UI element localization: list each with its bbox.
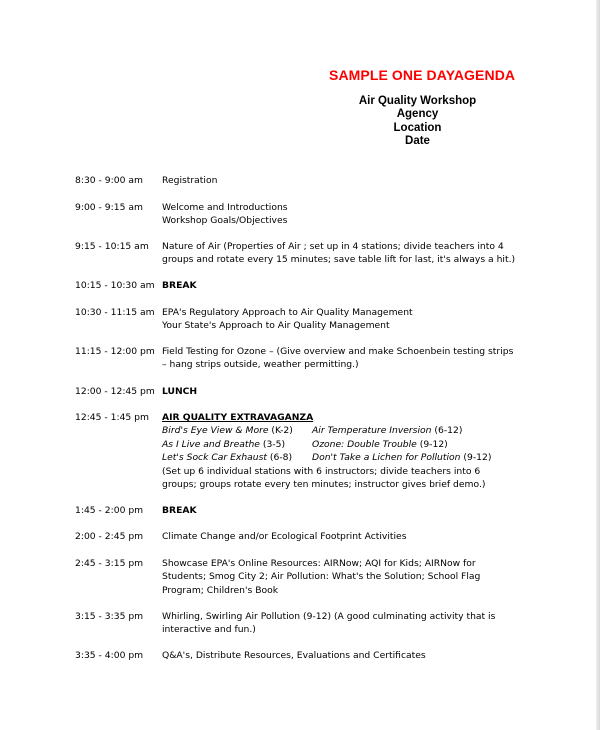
page-edge-shadow [596, 0, 600, 730]
activity-grade: (K-2) [268, 425, 293, 437]
activity-pair [162, 424, 512, 437]
activity-pair [162, 451, 512, 464]
agenda-time: 3:15 - 3:35 pm [75, 611, 144, 622]
agenda-line: Showcase EPA's Online Resources: AIRNow; AQI for Kids; AIRNow for [162, 558, 476, 569]
agenda-time: 9:00 - 9:15 am [75, 202, 143, 213]
agenda-line: Program; Children's Book [162, 584, 279, 596]
agenda-content [162, 504, 512, 517]
agenda-line: Climate Change and/or Ecological Footprint Activities [162, 531, 407, 542]
agenda-time: 12:00 - 12:45 pm [75, 386, 155, 397]
agenda-line: groups and rotate every 15 minutes; save table lift for last, it's always a hit.) [162, 254, 516, 266]
activity-title: Don't Take a Lichen for Pollution [312, 452, 461, 464]
agenda-content [162, 345, 512, 372]
agenda-line: Field Testing for Ozone – (Give overview and make Schoenbein testing strips [162, 346, 514, 357]
agenda-time: 1:45 - 2:00 pm [75, 505, 144, 516]
document-title: SAMPLE ONE DAYAGENDA [329, 67, 516, 83]
agenda-heading: AIR QUALITY EXTRAVAGANZA [162, 412, 314, 423]
agenda-line: BREAK [162, 280, 197, 291]
agenda-line: Students; Smog City 2; Air Pollution: What's the Solution; School Flag [162, 571, 481, 583]
agenda-line: Workshop Goals/Objectives [162, 215, 288, 227]
agency: Agency [396, 108, 439, 121]
activity-grade: (9-12) [460, 452, 492, 464]
agenda-line: Nature of Air (Properties of Air ; set up in 4 stations; divide teachers into 4 [162, 241, 504, 252]
agenda-line: BREAK [162, 505, 197, 516]
activity-title: Let's Sock Car Exhaust [162, 452, 268, 464]
agenda-content [162, 240, 516, 267]
workshop-name: Air Quality Workshop [358, 95, 477, 107]
agenda-time: 2:00 - 2:45 pm [75, 531, 144, 542]
activity-title: Ozone: Double Trouble [312, 438, 417, 450]
date: Date [405, 135, 430, 148]
agenda-line: Registration [162, 175, 218, 186]
workshop-header [310, 95, 525, 149]
agenda-time: 12:45 - 1:45 pm [75, 412, 149, 423]
agenda-content [162, 557, 512, 597]
activity-pair [162, 438, 512, 451]
agenda-line: Your State's Approach to Air Quality Management [162, 320, 390, 332]
agenda-line: Q&A's, Distribute Resources, Evaluations and Certificates [162, 650, 426, 661]
agenda-content [162, 174, 512, 187]
agenda-line: groups; groups rotate every ten minutes; instructor gives brief demo.) [162, 478, 486, 490]
agenda-line: interactive and fun.) [162, 624, 256, 636]
agenda-time: 11:15 - 12:00 pm [75, 346, 155, 357]
agenda-time: 9:15 - 10:15 am [75, 241, 149, 252]
agenda-line: EPA's Regulatory Approach to Air Quality Management [162, 307, 413, 318]
activity-title: Air Temperature Inversion [312, 425, 432, 437]
agenda-content [162, 649, 512, 662]
activity-title: As I Live and Breathe [162, 438, 260, 450]
agenda-content [162, 411, 512, 491]
agenda-time: 10:30 - 11:15 am [75, 307, 155, 318]
agenda-time: 2:45 - 3:15 pm [75, 558, 144, 569]
activity-grade: (3-5) [259, 438, 286, 450]
activity-title: Bird's Eye View & More [162, 425, 269, 437]
agenda-content [162, 306, 512, 333]
agenda-time: 8:30 - 9:00 am [75, 175, 143, 186]
location: Location [393, 121, 442, 134]
agenda-content [162, 201, 512, 228]
agenda-line: Welcome and Introductions [162, 202, 288, 213]
agenda-content [162, 385, 512, 398]
activity-grade: (9-12) [416, 438, 448, 450]
agenda-line: Whirling, Swirling Air Pollution (9-12) (A good culminating activity that is [162, 611, 496, 622]
agenda-content [162, 530, 512, 543]
activity-grade: (6-12) [431, 425, 463, 437]
agenda-time: 10:15 - 10:30 am [75, 280, 155, 291]
activity-grade: (6-8) [267, 452, 293, 464]
agenda-time: 3:35 - 4:00 pm [75, 650, 144, 661]
agenda-content [162, 610, 512, 637]
agenda-line: – hang strips outside, weather permitting.) [162, 359, 359, 371]
agenda-line: (Set up 6 individual stations with 6 instructors; divide teachers into 6 [162, 465, 481, 477]
agenda-content [162, 279, 512, 292]
agenda-line: LUNCH [162, 386, 198, 397]
